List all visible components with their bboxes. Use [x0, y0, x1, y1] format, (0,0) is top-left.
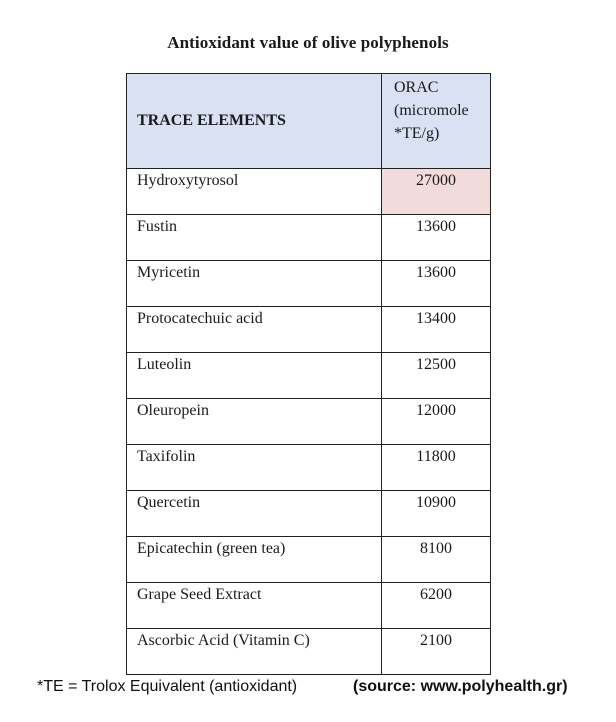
footnote-te-definition: *TE = Trolox Equivalent (antioxidant)	[37, 678, 298, 695]
header-orac-line3: *TE/g)	[394, 125, 440, 142]
table-row	[127, 353, 491, 399]
table-row	[127, 215, 491, 261]
row-value: 11800	[382, 445, 491, 491]
row-name: Grape Seed Extract	[127, 583, 382, 629]
row-name: Luteolin	[127, 353, 382, 399]
table-row	[127, 261, 491, 307]
row-value-highlighted: 27000	[382, 169, 491, 215]
table-row	[127, 491, 491, 537]
table-row	[127, 537, 491, 583]
document-title: Antioxidant value of olive polyphenols	[167, 33, 449, 52]
row-name: Fustin	[127, 215, 382, 261]
row-name: Ascorbic Acid (Vitamin C)	[127, 629, 382, 675]
row-name: Epicatechin (green tea)	[127, 537, 382, 583]
row-name: Protocatechuic acid	[127, 307, 382, 353]
row-value: 12500	[382, 353, 491, 399]
row-value: 6200	[382, 583, 491, 629]
table-row	[127, 399, 491, 445]
row-value: 12000	[382, 399, 491, 445]
row-value: 13400	[382, 307, 491, 353]
table-row	[127, 629, 491, 675]
table-row	[127, 169, 491, 215]
source-citation: (source: www.polyhealth.gr)	[353, 678, 568, 695]
row-value: 13600	[382, 215, 491, 261]
row-name: Oleuropein	[127, 399, 382, 445]
header-orac-line1: ORAC	[394, 79, 439, 96]
row-name: Taxifolin	[127, 445, 382, 491]
table-row	[127, 307, 491, 353]
table-row	[127, 445, 491, 491]
header-trace-elements: TRACE ELEMENTS	[127, 74, 382, 169]
header-orac-line2: (micromole	[394, 102, 469, 119]
row-value: 13600	[382, 261, 491, 307]
row-value: 2100	[382, 629, 491, 675]
row-name: Quercetin	[127, 491, 382, 537]
table-row	[127, 583, 491, 629]
row-value: 8100	[382, 537, 491, 583]
table-header-row	[127, 74, 491, 169]
row-name: Myricetin	[127, 261, 382, 307]
orac-table	[126, 73, 491, 675]
row-name: Hydroxytyrosol	[127, 169, 382, 215]
row-value: 10900	[382, 491, 491, 537]
header-orac	[382, 74, 491, 169]
